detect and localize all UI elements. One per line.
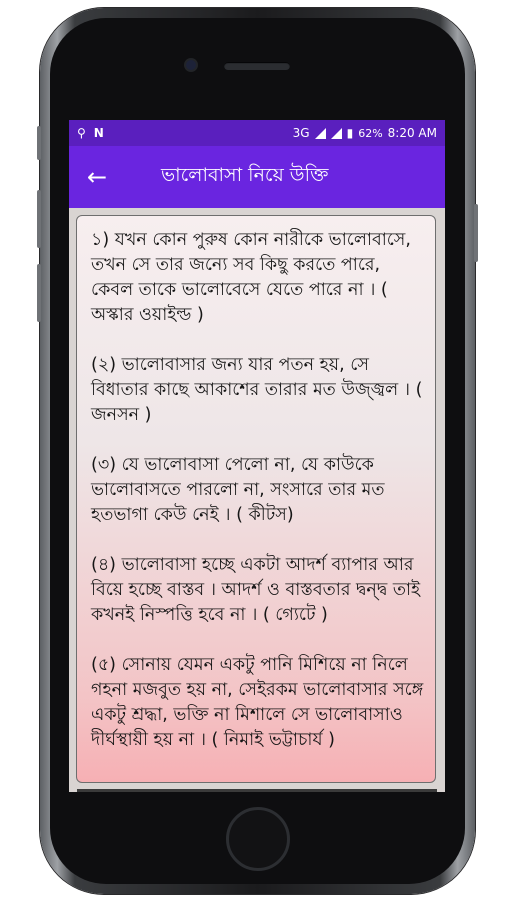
signal-icon <box>315 128 326 139</box>
quote-item: (৪) ভালোবাসা হচ্ছে একটা আদর্শ ব্যাপার আর বিয়ে হচ্ছে বাস্তব । আদর্শ ও বাস্তবতার দ্বন্দ্ব তাই কখনই নিস্পত্তি হবে না । ( গ্যেটে ) <box>91 555 421 625</box>
back-arrow-icon[interactable]: ← <box>87 163 108 191</box>
screen <box>69 120 445 792</box>
divider <box>77 789 437 792</box>
quote-item: (৫) সোনায় যেমন একটু পানি মিশিয়ে না নিলে গহনা মজবুত হয় না, সেইরকম ভালোবাসার সঙ্গে একটু শ্রদ্ধা, ভক্তি না মিশালে সে ভালোবাসাও দীর্ঘস্থায়ী হয় না । ( নিমাই ভট্টাচার্য ) <box>91 655 424 750</box>
app-toolbar <box>69 146 445 208</box>
network-type: 3G <box>292 126 310 140</box>
quote-item: (২) ভালোবাসার জন্য যার পতন হয়, সে বিধাতার কাছে আকাশের তারার মত উজ্জ্বল । ( জনসন ) <box>91 355 423 425</box>
content-area[interactable] <box>69 208 445 792</box>
quote-item: ১) যখন কোন পুরুষ কোন নারীকে ভালোবাসে, তখন সে তার জন্যে সব কিছু করতে পারে, কেবল তাকে ভালোবেসে যেতে পারে না । ( অস্কার ওয়াইল্ড ) <box>91 230 411 325</box>
battery-percent: 62% <box>358 126 383 140</box>
volume-up-button <box>37 190 41 248</box>
battery-icon: ▮ <box>346 126 354 140</box>
volume-down-button <box>37 264 41 322</box>
front-camera-icon <box>186 60 196 70</box>
power-button <box>474 204 478 262</box>
page-title: ভালোবাসা নিয়ে উক্তি <box>161 164 329 186</box>
quote-card[interactable] <box>76 215 436 783</box>
signal-2-icon <box>331 128 342 139</box>
mute-switch <box>37 126 41 160</box>
clock: 8:20 AM <box>387 126 437 140</box>
home-button[interactable] <box>226 807 290 871</box>
nfc-icon: N <box>93 126 104 140</box>
earpiece-speaker <box>224 62 290 70</box>
usb-icon: ⚲ <box>77 126 86 140</box>
status-bar <box>69 120 445 146</box>
quote-item: (৩) যে ভালোবাসা পেলো না, যে কাউকে ভালোবাসতে পারলো না, সংসারে তার মত হতভাগা কেউ নেই । ( কীটস) <box>91 455 385 525</box>
